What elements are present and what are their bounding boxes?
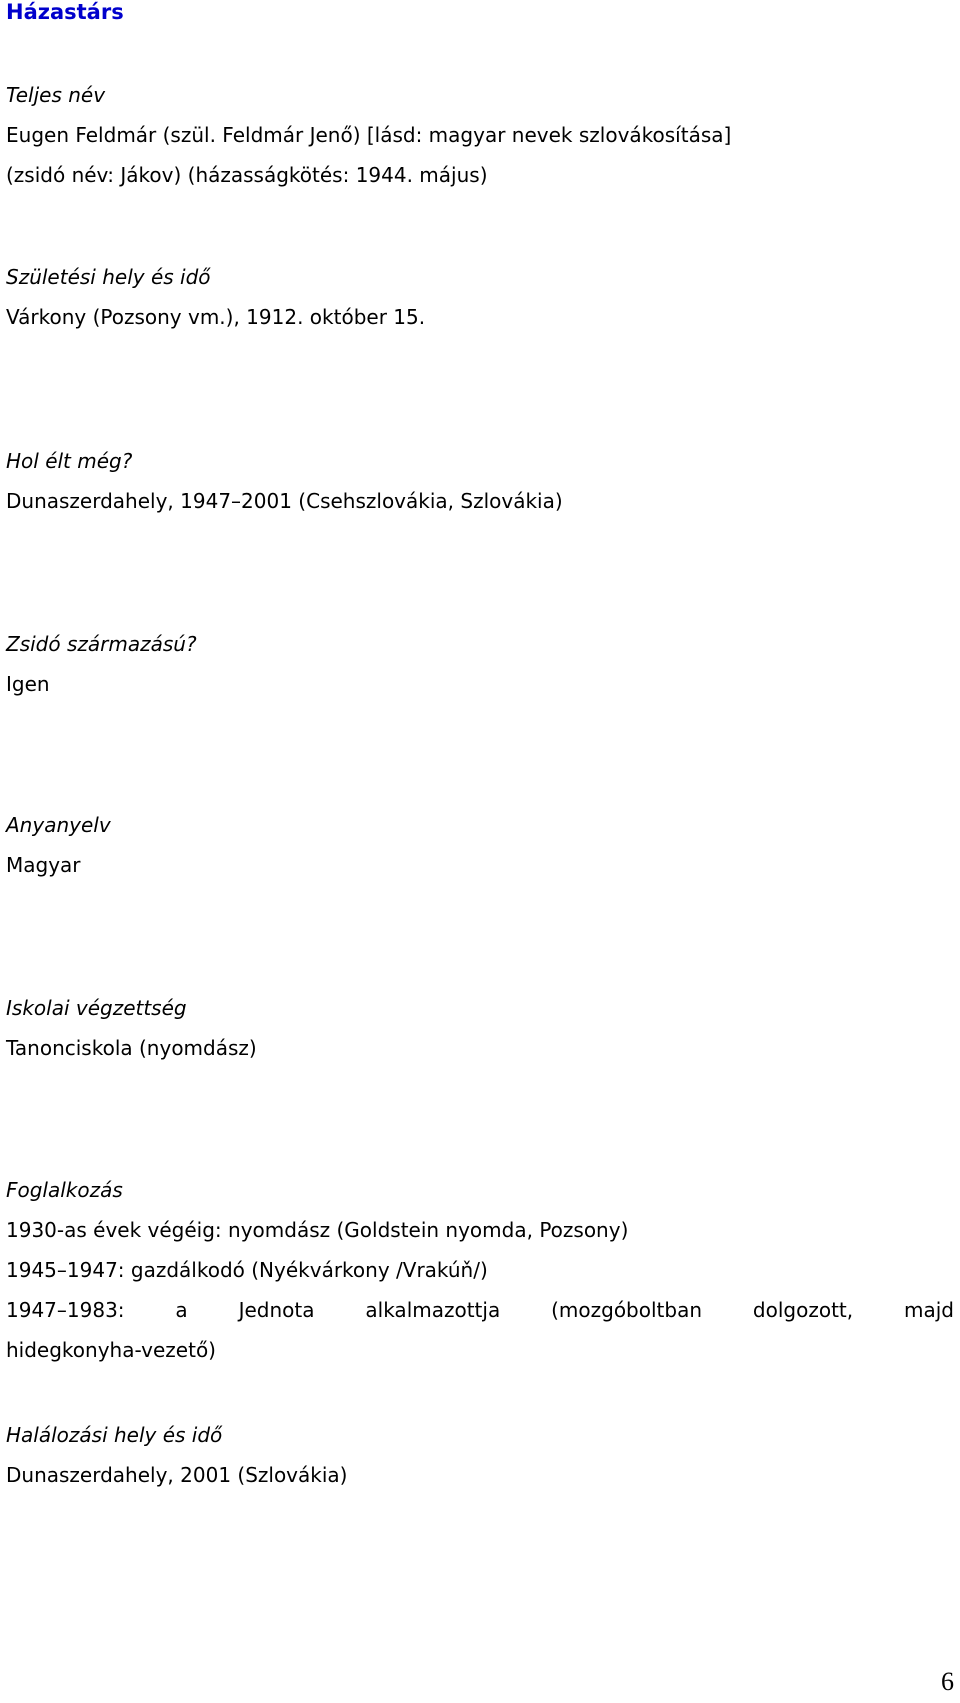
occupation-line: 1947–1983: a Jednota alkalmazottja (mozgóboltban dolgozott, majd (6, 1298, 954, 1322)
lived-section (6, 441, 954, 521)
death-section (6, 1415, 954, 1495)
full-name-label: Teljes név (6, 83, 106, 107)
jewish-name-value: (zsidó név: Jákov) (házasságkötés: 1944. május) (6, 163, 488, 187)
native-language-value: Magyar (6, 853, 81, 877)
birth-value: Várkony (Pozsony vm.), 1912. október 15. (6, 305, 426, 329)
full-name-section (6, 75, 954, 195)
occupation-line: 1930-as évek végéig: nyomdász (Goldstein nyomda, Pozsony) (6, 1218, 629, 1242)
death-label: Halálozási hely és idő (6, 1423, 223, 1447)
jewish-origin-value: Igen (6, 672, 50, 696)
native-language-section (6, 805, 954, 885)
lived-label: Hol élt még? (6, 449, 133, 473)
occupation-label: Foglalkozás (6, 1178, 123, 1202)
education-label: Iskolai végzettség (6, 996, 187, 1020)
education-section (6, 988, 954, 1068)
native-language-label: Anyanyelv (6, 813, 111, 837)
occupation-section (6, 1170, 954, 1370)
death-value: Dunaszerdahely, 2001 (Szlovákia) (6, 1463, 348, 1487)
jewish-origin-label: Zsidó származású? (6, 632, 197, 656)
page-number: 6 (941, 1667, 954, 1696)
occupation-line: 1945–1947: gazdálkodó (Nyékvárkony /Vrakúň/) (6, 1258, 488, 1282)
birth-label: Születési hely és idő (6, 265, 211, 289)
section-heading: Házastárs (6, 0, 124, 24)
birth-section (6, 257, 954, 337)
full-name-value: Eugen Feldmár (szül. Feldmár Jenő) [lásd: magyar nevek szlovákosítása] (6, 123, 732, 147)
jewish-origin-section (6, 624, 954, 704)
education-value: Tanonciskola (nyomdász) (6, 1036, 257, 1060)
occupation-line: hidegkonyha-vezető) (6, 1338, 216, 1362)
lived-value: Dunaszerdahely, 1947–2001 (Csehszlovákia, Szlovákia) (6, 489, 563, 513)
